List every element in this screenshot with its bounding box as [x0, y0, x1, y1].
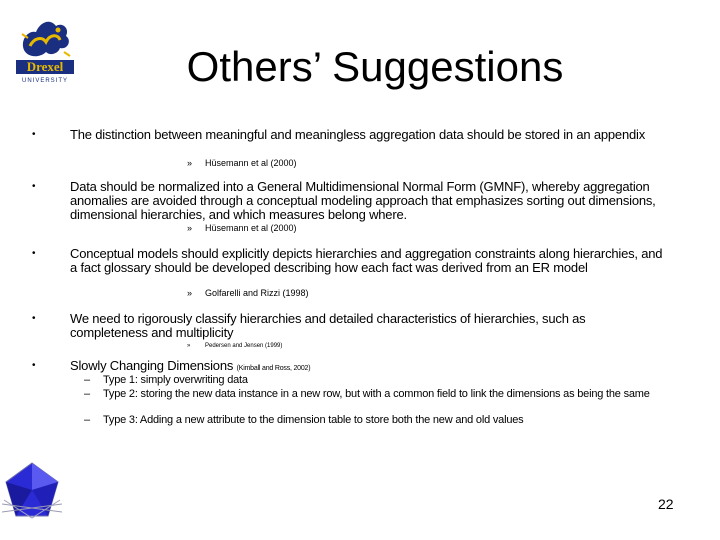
citation-text: Hüsemann et al (2000) — [205, 223, 297, 233]
page-number: 22 — [658, 496, 674, 512]
bullet-marker: • — [32, 313, 36, 324]
logo-wordmark: Drexel — [26, 59, 64, 74]
citation-text: Golfarelli and Rizzi (1998) — [205, 288, 309, 298]
citation-marker: » — [187, 288, 193, 298]
dash-marker: – — [84, 374, 90, 386]
bullet-text: The distinction between meaningful and meaningless aggregation data should be stored in an appendix — [70, 127, 646, 142]
citation-text: Pedersen and Jensen (1999) — [205, 343, 283, 349]
citation-marker: » — [187, 158, 193, 168]
bullet-text: Slowly Changing Dimensions — [70, 358, 234, 373]
inline-citation: (Kimball and Ross, 2002) — [236, 365, 311, 372]
sub-item-text: Type 1: simply overwriting data — [103, 374, 248, 386]
sub-item-text: Type 3: Adding a new attribute to the dimension table to store both the new and old values — [103, 414, 524, 426]
dash-marker: – — [84, 414, 90, 426]
slide-title: Others’ Suggestions — [186, 43, 564, 90]
decorative-gem-icon — [2, 460, 62, 520]
sub-item-text: Type 2: storing the new data instance in a new row, but with a common field to link the dimensions as being the same — [103, 388, 650, 400]
dash-marker: – — [84, 388, 90, 400]
citation-text: Hüsemann et al (2000) — [205, 158, 297, 168]
bullet-marker: • — [32, 248, 36, 259]
citation-marker: » — [187, 223, 193, 233]
bullet-text: Conceptual models should explicitly depicts hierarchies and aggregation constraints along hierarchies, and a fact glossary should be developed describing how each fact was derived from an ER model — [70, 246, 663, 275]
bullet-text: Data should be normalized into a General Multidimensional Normal Form (GMNF), whereby aggregation anomalies are avoided through a conceptual modeling approach that emphasizes sorting out dimensions, dimensional hierarchies, and which measures belong where. — [70, 179, 656, 222]
citation-marker: » — [187, 343, 191, 349]
bullet-marker: • — [32, 360, 36, 371]
bullet-marker: • — [32, 181, 36, 192]
bullet-text: We need to rigorously classify hierarchies and detailed characteristics of hierarchies, such as completeness and multiplicity — [70, 311, 586, 340]
bullet-marker: • — [32, 129, 36, 140]
logo-subtext: UNIVERSITY — [21, 78, 69, 84]
